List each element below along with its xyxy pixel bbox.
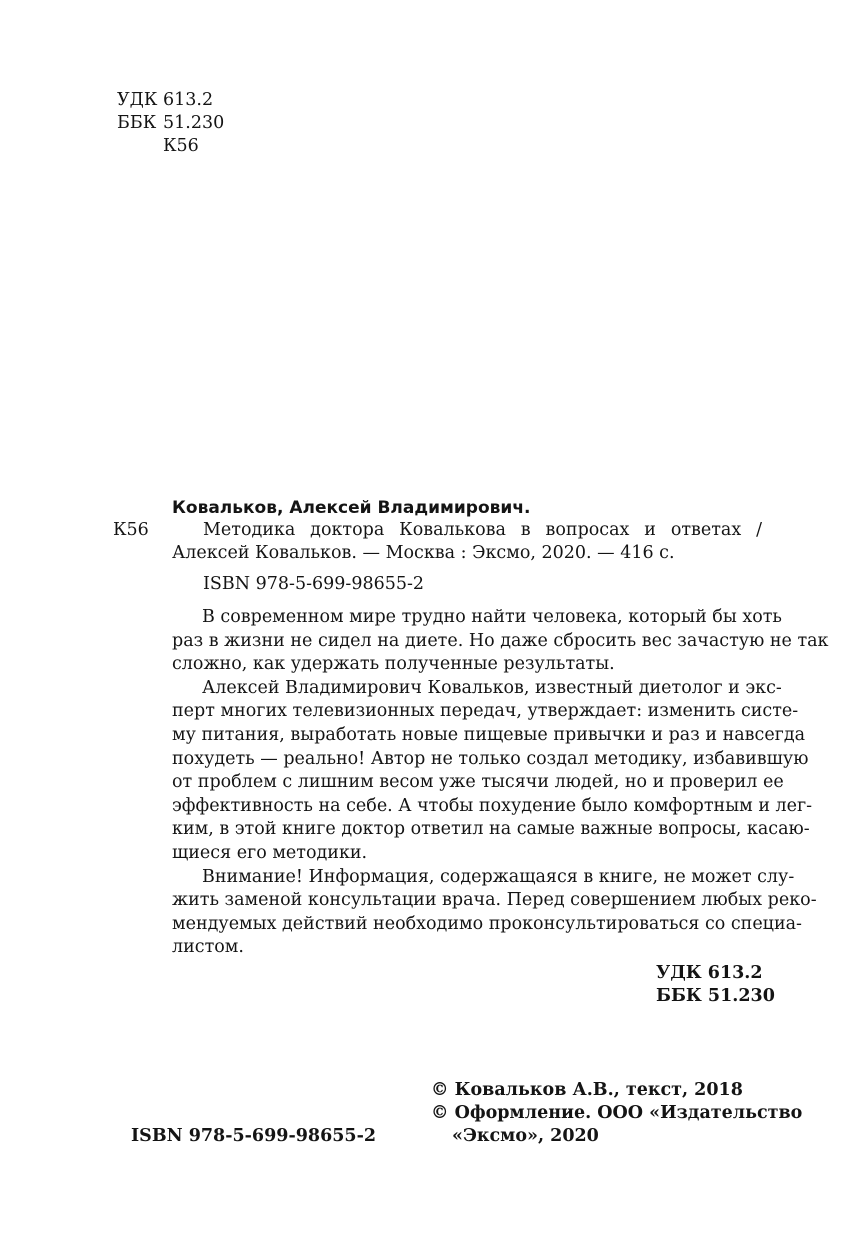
annotation-line: сложно, как удержать полученные результаты. — [172, 654, 615, 675]
footer-isbn: ISBN 978-5-699-98655-2 — [131, 1126, 377, 1146]
annotation-line: щиеся его методики. — [172, 842, 368, 863]
title-line-1: Методика доктора Ковалькова в вопросах и ответах / — [203, 520, 762, 540]
bbk-value: 51.230 — [163, 113, 225, 133]
annotation-line: ким, в этой книге доктор ответил на самые важные вопросы, касаю- — [172, 819, 810, 840]
annotation-line: му питания, выработать новые пищевые привычки и раз и навсегда — [172, 724, 806, 745]
copyright-design-line-2: «Эксмо», 2020 — [452, 1126, 599, 1146]
margin-author-mark: К56 — [113, 520, 149, 540]
annotation-line: раз в жизни не сидел на диете. Но даже сбросить вес зачастую не так — [172, 630, 829, 651]
bottom-bbk: ББК 51.230 — [656, 986, 775, 1006]
annotation-line: мендуемых действий необходимо проконсультироваться со специа- — [172, 913, 802, 934]
annotation-line: похудеть — реально! Автор не только создал методику, избавившую — [172, 748, 809, 769]
annotation-line: В современном мире трудно найти человека, который бы хоть — [202, 607, 782, 627]
udk-label: УДК — [117, 90, 158, 110]
annotation-line: листом. — [172, 937, 244, 958]
annotation — [172, 606, 829, 960]
annotation-line: Алексей Владимирович Ковальков, известный диетолог и экс- — [202, 677, 782, 698]
bbk-label: ББК — [117, 113, 157, 133]
top-classification-codes — [117, 89, 224, 158]
annotation-line: эффективность на себе. А чтобы похудение было комфортным и лег- — [172, 795, 813, 816]
annotation-line: жить заменой консультации врача. Перед совершением любых реко- — [172, 890, 817, 911]
annotation-line: Внимание! Информация, содержащаяся в книге, не может слу- — [202, 866, 795, 887]
title-line-2: Алексей Ковальков. — Москва : Эксмо, 2020. — 416 с. — [172, 543, 675, 563]
udk-value: 613.2 — [163, 90, 214, 110]
bottom-udk: УДК 613.2 — [656, 963, 763, 983]
annotation-line: от проблем с лишним весом уже тысячи людей, но и проверил ее — [172, 772, 784, 793]
record-isbn: ISBN 978-5-699-98655-2 — [203, 574, 425, 594]
copyright-design-line-1: © Оформление. ООО «Издательство — [431, 1103, 803, 1123]
author-heading: Ковальков, Алексей Владимирович. — [172, 498, 531, 518]
copyright-text: © Ковальков А.В., текст, 2018 — [431, 1080, 743, 1100]
author-mark: К56 — [163, 136, 199, 156]
annotation-line: перт многих телевизионных передач, утверждает: изменить систе- — [172, 701, 799, 722]
